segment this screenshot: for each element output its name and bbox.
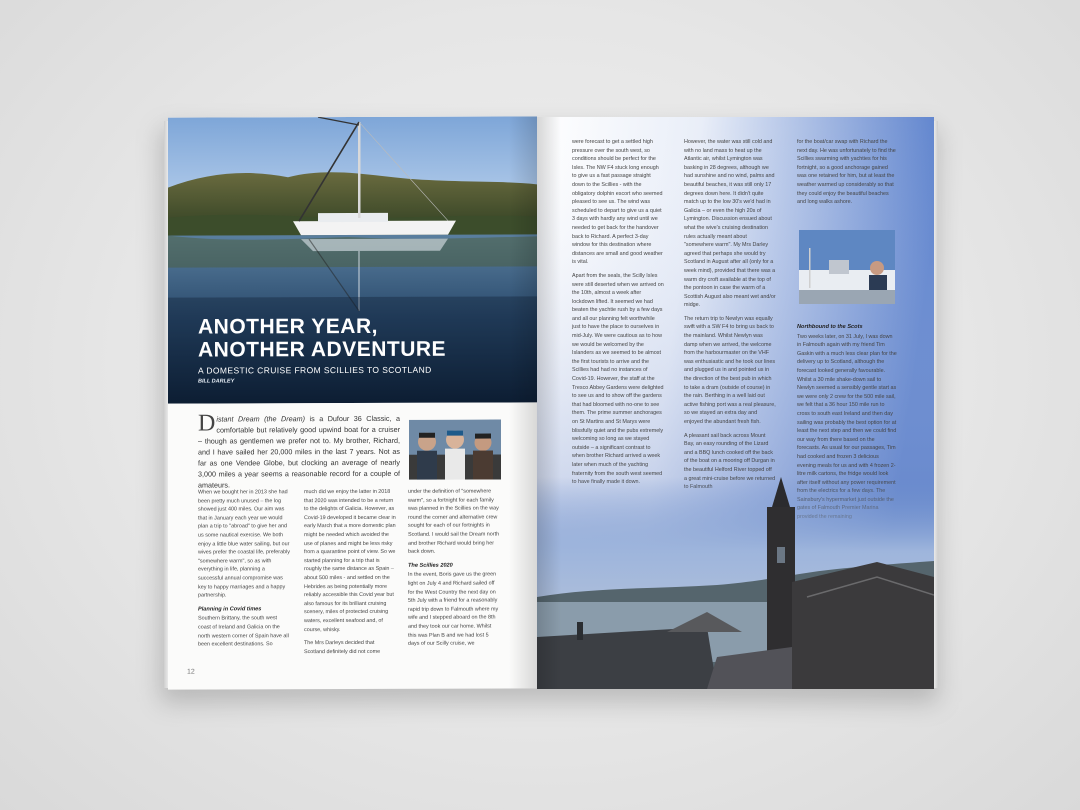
paragraph: Apart from the seals, the Scilly Isles were still deserted when we arrived on the 10th, almost a week after lockdown lifted. It seemed we had beaten the yachtie rush by a few days and all our planning felt worthwhile just to have the place to ourselves in mid-July. We were cautious as to how we would be welcomed by the Islanders as we seemed to be almost the first tourists to arrive and the Scillies had had no instances of Covid-19. However, the staff at the Tresco Abbey Gardens were delighted to see us and to show off the gardens that had bloomed with no-one to see them. The prime summer anchorages on St Martins and St Marys were blissfully quiet and the pubs extremely welcoming so long as we stayed outside – a significant contrast to when brother Richard arrived a week later when much of the yachting fraternity from the south west seemed [572,272,664,477]
paragraph: In the event, Boris gave us the green light on July 4 and Richard sailed off for the West Country the next day on 5th July with a friend for a reasonably rapid trip down to Falmouth where my wife and I stepped aboard on the 8th and they took our car home. Whilst this was Plan B and we had lost 5 days of our Scilly cruise, we [408,571,499,647]
intro-paragraph [198,410,400,491]
paragraph: The Mrs Darleys decided that Scotland definitely did not come [304,640,381,655]
right-column-1 [572,138,664,492]
title-line-2: ANOTHER ADVENTURE [198,337,447,362]
paragraph: When we bought her in 2013 she had been pretty much unused – the log showed just 400 miles. Our aim was that in January each year we would plan a trip to "abroad" to give her and us some nautical exercise. We both enjoy a little blue water sailing, but our wives prefer the coastal life, preferably "somewhere warm", so as with everything in life, planning a successful annual compromise was key to happy marriages and a happy partnership. [198,489,290,599]
right-column-2 [684,138,776,497]
right-page [537,117,934,689]
intro-text: is a Dufour 36 Classic, a comfortable but relatively good upwind boat for a cruiser – though as gentlemen we prefer not to. My brother, Richard, and I have sailed her 20,000 miles in the last 7 years. Not as far as one Vendee Globe, but clocking an average of nearly 3,000 miles a year seems a reasonable record for a couple of amateurs. [198,413,400,490]
section-heading: Northbound to the Scots [797,324,863,330]
boat-deck-photo [799,230,895,304]
article-author: BILL DARLEY [198,378,235,385]
right-column-3-top [797,138,897,212]
article-title [198,315,446,362]
left-column-3 [408,487,500,653]
page-number: 12 [187,668,195,676]
intro-lead: istant Dream (the Dream) [216,414,305,424]
article-subtitle: A DOMESTIC CRUISE FROM SCILLIES TO SCOTLAND [198,364,432,376]
paragraph: A pleasant sail back across Mount Bay, an easy rounding of the Lizard and a BBQ lunch cooked off the back of the boat on a mooring off Durgan in the beautiful Helford River topped off [684,432,775,473]
town-photo [537,477,934,689]
paragraph: for the boat/car swap with Richard the next day. He was unfortunately to find the Scillies swarming with yachties for his fortnight, so a good anchorage gained was one retained for him, but at least the weather warmed up considerably so that they could enjoy the beautiful beaches and long walks ashore. [797,139,896,206]
paragraph: Two weeks later, on 31 July, I was down in Falmouth again with my friend Tim Gaskin with a much less clear plan for the delivery up to Scotland, although the forecast looked generally favourable. Whilst a 30 mile shake-down sail to Newlyn seemed a sensibly gentle start as we were only 2 crew for the 500 mile sail, we felt that a 36 hour 150 mile run to cross to south east Ireland and then day sailing was probably the best option for at least the next step and then we could find our way from there based on the forecasts. As usual for our passages, Tim had cooked and frozen 3 delicious evening meals for us and with 4 frozen 2-litre milk cartons, the fridge would look [797,333,897,478]
section-heading: Planning in Covid times [198,606,262,613]
left-column-1 [198,488,290,654]
hero-photo [168,116,537,403]
paragraph: The return trip to Newlyn was equally swift with a SW F4 to bring us back to the mainland. Whilst Newlyn was damp when we arrived, the welcome from the harbourmaster on the VHF was enthusiastic and he took our lines and plugged us in and pointed us in the direction of the best pub in which to take a dram (outside of course) in the rain. Berthing in a well laid out active fishing port was a real pleasure, so we stayed an extra day and enjoyed the abundant fresh fish. [684,315,776,425]
paragraph: were forecast to get a settled high pressure over the south west, so conditions should be perfect for the Isles. The NW F4 stuck long enough to give us a fast passage straight down to the Scillies - with the obligatory dolphin escort who seemed pleased to see us. The wind was scheduled to depart to give us a quiet 3 days with hardly any wind until we needed to get back for the handover back to Richard. A perfect 3-day window for this destination where distances are small and good weather is vital. [572,139,663,266]
crew-photo [409,419,501,479]
left-page [168,116,537,689]
drop-cap: D [198,410,216,437]
left-column-2 [304,488,396,662]
title-line-1: ANOTHER YEAR, [198,314,378,339]
paragraph: Southern Brittany, the south west coast of Ireland and Galicia on the north western corner of Spain have all been excellent destinations. So [198,615,289,648]
paragraph: However, the water was still cold and with no land mass to heat up the Atlantic air, whilst Lymington was basking in 28 degrees, although we had sunshine and no wind, palms and beautiful beaches, it was still only 17 degrees down here. It didn't quite match up to the low 30's we'd had in Galicia – or even the high 20s of Lymington. Discussion ensued about what the wive's cruising destination rules actually meant about "somewhere warm". My Mrs Darley agreed that perhaps she would try Scotland in August after all (only for a week mind), provided that there was a warm dry croft available at the top of the pontoon in case the warm of a Scottish August also meant wet and/or midge. [684,139,776,309]
paragraph: under the definition of "somewhere warm", so a fortnight for each family was planned in the Scillies on the way round the corner and alternative crew sought for each of our fortnights in Scotland. I would sail the Dream north and brother Richard would bring her back down. [408,488,500,555]
section-heading: The Scillies 2020 [408,562,453,569]
paragraph: much did we enjoy the latter in 2018 that 2020 was intended to be a return to the delights of Galicia. However, as Covid-19 developed it became clear in early March that a more domestic plan might be needed which avoided the use of planes and might be less risky from a quarantine point of view. So we started planning for a trip that is roughly the same distance as Spain – about 500 miles - and settled on the Hebrides as being potentially more reliably accessible this Covid year but also famous for its brilliant cruising scenery, miles of protected cruising waters, excellent seafood and, of course, whisky. [304,488,396,633]
